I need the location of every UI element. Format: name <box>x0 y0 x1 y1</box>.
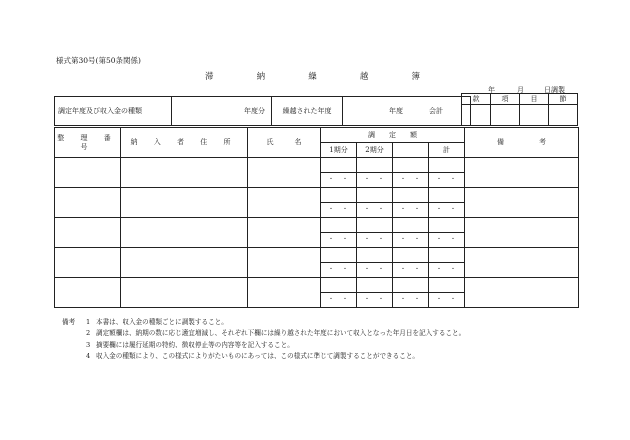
cell-amount-total[interactable] <box>429 248 465 263</box>
cell-amount-total[interactable] <box>429 278 465 293</box>
carried-year-field[interactable] <box>343 97 471 126</box>
cell-amount-2[interactable] <box>357 278 393 293</box>
cell-address[interactable] <box>121 218 248 248</box>
cell-address[interactable] <box>121 188 248 218</box>
date-dots-2[interactable]: ・ ・ <box>357 293 393 308</box>
note-number: 4 <box>86 351 91 360</box>
cell-amount-3[interactable] <box>393 188 429 203</box>
note-number: 1 <box>86 318 91 326</box>
title-char: 繰 <box>308 72 317 82</box>
cell-serial[interactable] <box>55 188 121 218</box>
notes-heading: 備考 <box>62 318 76 326</box>
cell-name[interactable] <box>248 218 321 248</box>
cell-amount-1[interactable] <box>321 278 357 293</box>
cell-amount-3[interactable] <box>393 248 429 263</box>
date-dots-3[interactable]: ・ ・ <box>393 233 429 248</box>
title-char: 納 <box>256 72 266 82</box>
date-dots-3[interactable]: ・ ・ <box>393 173 429 188</box>
title-char: 越 <box>359 72 369 82</box>
date-day-prepared: 日調製 <box>544 86 565 94</box>
cell-remarks[interactable] <box>465 218 579 248</box>
account-cell-kan[interactable] <box>462 105 491 126</box>
cell-name[interactable] <box>248 158 321 188</box>
title-char: 滞 <box>205 72 214 82</box>
account-header-kou: 項 <box>491 94 520 105</box>
cell-serial[interactable] <box>55 248 121 278</box>
date-dots-2[interactable]: ・ ・ <box>357 203 393 218</box>
cell-amount-2[interactable] <box>357 158 393 173</box>
date-dots-1[interactable]: ・ ・ <box>321 263 357 278</box>
cell-serial[interactable] <box>55 278 121 308</box>
note-number: 3 <box>86 340 91 349</box>
date-dots-2[interactable]: ・ ・ <box>357 233 393 248</box>
date-dots-total[interactable]: ・ ・ <box>429 203 465 218</box>
date-dots-3[interactable]: ・ ・ <box>393 293 429 308</box>
table-row <box>55 278 579 293</box>
date-dots-3[interactable]: ・ ・ <box>393 263 429 278</box>
date-dots-1[interactable]: ・ ・ <box>321 173 357 188</box>
cell-amount-1[interactable] <box>321 248 357 263</box>
header-payer-address: 納 入 者 住 所 <box>121 128 248 158</box>
header-name: 氏 名 <box>248 128 321 158</box>
cell-amount-total[interactable] <box>429 218 465 233</box>
fiscal-year-field[interactable] <box>172 97 272 126</box>
date-dots-2[interactable]: ・ ・ <box>357 263 393 278</box>
document-title <box>205 73 420 82</box>
table-row <box>55 158 579 173</box>
cell-amount-2[interactable] <box>357 248 393 263</box>
category-label: 調定年度及び収入金の種類 <box>55 97 172 126</box>
cell-address[interactable] <box>121 158 248 188</box>
account-header-moku: 目 <box>520 94 549 105</box>
main-table <box>54 127 579 308</box>
table-row <box>55 188 579 203</box>
subheader-period-1: 1期分 <box>321 143 357 158</box>
cell-remarks[interactable] <box>465 278 579 308</box>
header-remarks: 備 考 <box>465 128 579 158</box>
subheader-period-blank <box>393 143 429 158</box>
date-dots-1[interactable]: ・ ・ <box>321 293 357 308</box>
note-text: 調定額欄は、納期の数に応じ適宜増減し、それぞれ下欄には繰り越された年度において収入となった年月日を記入すること。 <box>96 329 466 338</box>
upper-info-table <box>54 96 471 126</box>
cell-name[interactable] <box>248 188 321 218</box>
cell-amount-3[interactable] <box>393 158 429 173</box>
cell-amount-2[interactable] <box>357 188 393 203</box>
subheader-period-2: 2期分 <box>357 143 393 158</box>
date-month: 月 <box>517 86 524 94</box>
note-text: 本書は、収入金の種類ごとに調製すること。 <box>96 318 228 326</box>
cell-remarks[interactable] <box>465 248 579 278</box>
date-dots-3[interactable]: ・ ・ <box>393 203 429 218</box>
cell-amount-3[interactable] <box>393 278 429 293</box>
date-dots-total[interactable]: ・ ・ <box>429 173 465 188</box>
account-cell-setsu[interactable] <box>549 105 578 126</box>
cell-name[interactable] <box>248 248 321 278</box>
cell-amount-1[interactable] <box>321 188 357 203</box>
note-number: 2 <box>86 329 91 338</box>
account-cell-kou[interactable] <box>491 105 520 126</box>
fiscal-year-label: 年度分 <box>244 106 265 115</box>
cell-remarks[interactable] <box>465 188 579 218</box>
cell-amount-3[interactable] <box>393 218 429 233</box>
cell-amount-total[interactable] <box>429 188 465 203</box>
account-cell-moku[interactable] <box>520 105 549 126</box>
header-assessed-amount: 調 定 額 <box>321 128 465 143</box>
cell-remarks[interactable] <box>465 158 579 188</box>
cell-address[interactable] <box>121 278 248 308</box>
cell-address[interactable] <box>121 248 248 278</box>
cell-amount-1[interactable] <box>321 218 357 233</box>
subheader-total: 計 <box>429 143 465 158</box>
note-text: 収入金の種類により、この様式によりがたいものにあっては、この様式に準じて調製することができること。 <box>96 351 420 360</box>
total-label: 会計 <box>429 106 443 115</box>
date-dots-2[interactable]: ・ ・ <box>357 173 393 188</box>
table-row <box>55 248 579 263</box>
carried-year-label: 繰越された年度 <box>272 97 343 126</box>
cell-amount-total[interactable] <box>429 158 465 173</box>
date-dots-1[interactable]: ・ ・ <box>321 203 357 218</box>
title-char: 簿 <box>411 72 420 82</box>
notes-section <box>62 317 465 362</box>
header-serial-number: 整 理 番 号 <box>55 128 121 158</box>
date-year: 年 <box>488 86 495 94</box>
account-table <box>461 93 578 126</box>
date-dots-1[interactable]: ・ ・ <box>321 233 357 248</box>
cell-serial[interactable] <box>55 158 121 188</box>
cell-amount-2[interactable] <box>357 218 393 233</box>
cell-name[interactable] <box>248 278 321 308</box>
cell-amount-1[interactable] <box>321 158 357 173</box>
date-dots-total[interactable]: ・ ・ <box>429 293 465 308</box>
year-label: 年度 <box>389 106 403 115</box>
account-header-setsu: 節 <box>549 94 578 105</box>
table-row <box>55 218 579 233</box>
date-dots-total[interactable]: ・ ・ <box>429 233 465 248</box>
date-dots-total[interactable]: ・ ・ <box>429 263 465 278</box>
note-text: 摘要欄には履行延期の特約、徴収停止等の内容等を記入すること。 <box>96 340 294 349</box>
account-header-kan: 款 <box>462 94 491 105</box>
form-number: 様式第30号(第50条関係) <box>56 56 141 65</box>
cell-serial[interactable] <box>55 218 121 248</box>
